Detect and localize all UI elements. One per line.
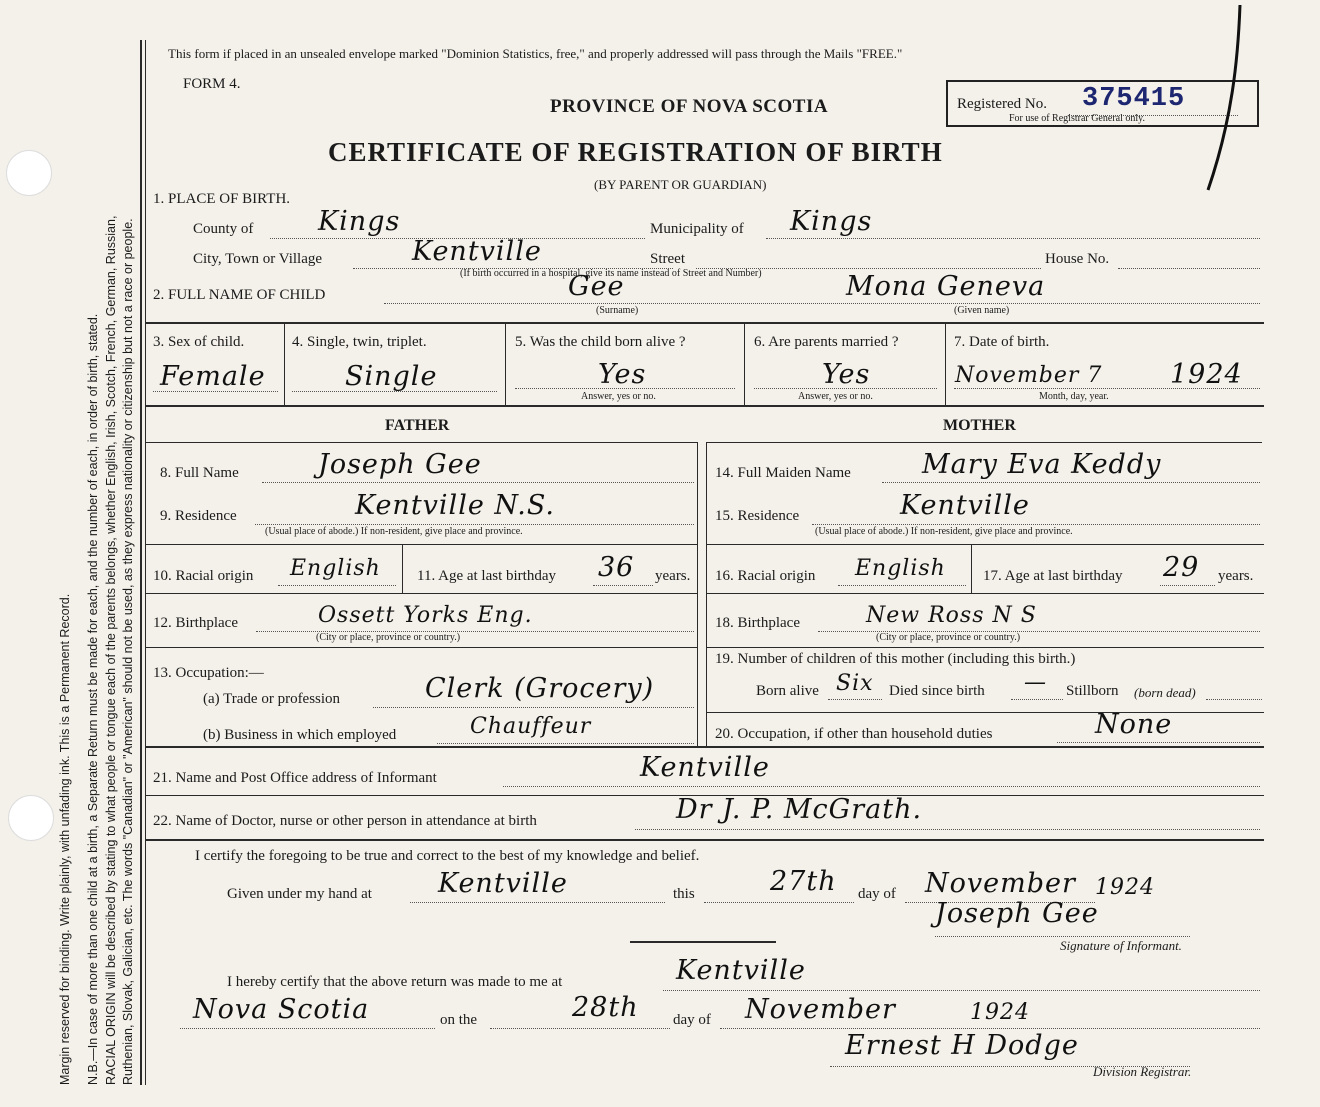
child-surname: Gee [568,271,625,302]
given-month: November [925,868,1076,899]
married-line [754,388,937,389]
father-age: 36 [598,552,635,583]
municipality-value: Kings [790,206,873,237]
margin-nb-line1: N.B.—In case of more than one child at a birth, a Separate Return must be made for each, and the number of each, in order of birth, stated. [86,313,100,1085]
margin-nb-line3: Ruthenian, Slovak, Galician, etc. The words "Canadian" or "American" should not be used, as they express nationality or citizenship but not a race or people. [121,218,135,1085]
street-label: Street [650,251,685,267]
died-line [1011,699,1063,700]
rule-mother-age-div [971,545,972,593]
margin-rule [140,40,142,1085]
mother-birthplace: New Ross N S [866,603,1037,628]
stillborn-note: (born dead) [1134,685,1196,700]
mother-age-label: 17. Age at last birthday [983,568,1123,584]
rule-doctor-bottom [146,839,1264,841]
mother-residence: Kentville [900,490,1030,521]
mother-birthplace-label: 18. Birthplace [715,615,800,631]
child-name-label: 2. FULL NAME OF CHILD [153,287,326,303]
father-residence-caption: (Usual place of abode.) If non-resident, give place and province. [265,526,523,537]
alive-caption: Answer, yes or no. [581,391,656,402]
short-rule [630,941,776,943]
division-registrar-caption: Division Registrar. [1093,1064,1192,1079]
business-line [437,743,694,744]
rule-father-head [146,442,698,443]
county-value: Kings [318,206,401,237]
business-value: Chauffeur [470,714,592,739]
mother-occupation-label: 20. Occupation, if other than household duties [715,726,993,742]
rule-mother-head [706,442,1262,443]
father-birthplace-label: 12. Birthplace [153,615,238,631]
form-number: FORM 4. [183,76,241,92]
rule-row3-div2 [505,322,506,406]
rule-mother-r4 [706,712,1264,713]
mother-age: 29 [1163,552,1200,583]
mother-name-line [882,482,1260,483]
registrar-signature: Ernest H Dodge [845,1030,1079,1061]
signature-line [935,936,1190,937]
alive-value: Yes [598,359,647,390]
registrar-place-line [663,990,1260,991]
given-place-line [410,902,665,903]
rule-mother-r3 [706,647,1264,648]
alive-label: 5. Was the child born alive ? [515,334,686,350]
mother-heading: MOTHER [943,417,1016,434]
given-day-line [704,902,854,903]
rule-row3-div3 [744,322,745,406]
doctor-value: Dr J. P. McGrath. [676,794,923,825]
binding-hole-top [6,150,52,196]
registered-number: 375415 [1082,84,1186,114]
county-label: County of [193,221,254,237]
municipality-line [766,238,1260,239]
mother-racial-label: 16. Racial origin [715,568,816,584]
place-of-birth-heading: 1. PLACE OF BIRTH. [153,191,291,207]
mail-notice: This form if placed in an unsealed envelope marked "Dominion Statistics, free," and properly addressed will pass through the Mails "FREE." [168,46,903,61]
mother-racial: English [855,556,946,581]
multiple-value: Single [345,361,438,392]
mother-occupation: None [1095,709,1173,740]
mother-name-label: 14. Full Maiden Name [715,465,851,481]
margin-nb-line2: RACIAL ORIGIN will be described by stating to what people or tongue each of the parents belongs, whether English, Irish, Scotch, French, German, Russian, [104,215,118,1085]
multiple-label: 4. Single, twin, triplet. [292,334,427,350]
registrar-year: 1924 [970,1000,1030,1025]
registered-label: Registered No. [957,96,1047,112]
surname-caption: (Surname) [596,305,639,316]
married-caption: Answer, yes or no. [798,391,873,402]
father-name-label: 8. Full Name [160,465,239,481]
date-of-birth-label: 7. Date of birth. [954,334,1050,350]
father-residence: Kentville N.S. [355,490,555,521]
date-line [954,388,1260,389]
date-of-birth-year: 1924 [1170,359,1243,390]
mother-age-line [1160,585,1215,586]
born-alive-label: Born alive [756,683,819,699]
date-caption: Month, day, year. [1039,391,1109,402]
mother-residence-caption: (Usual place of abode.) If non-resident, give place and province. [815,526,1073,537]
child-given-name: Mona Geneva [846,271,1046,302]
registrar-province-line [180,1028,435,1029]
mother-birthplace-caption: (City or place, province or country.) [876,632,1021,643]
informant-value: Kentville [640,752,770,783]
rule-row3-bottom [146,405,1264,407]
given-day: 27th [770,866,837,897]
father-age-line [593,585,653,586]
registrar-day: 28th [572,992,639,1023]
died-since-birth-label: Died since birth [889,683,985,699]
city-value: Kentville [412,236,542,267]
father-years: years. [655,568,691,584]
father-residence-line [255,524,694,525]
registrar-month-line [720,1028,1260,1029]
trade-value: Clerk (Grocery) [425,673,655,704]
married-label: 6. Are parents married ? [754,334,899,350]
given-day-of-label: day of [858,886,896,902]
doctor-label: 22. Name of Doctor, nurse or other person in attendance at birth [153,813,537,829]
rule-father-r1 [146,544,698,545]
rule-mother-r1 [706,544,1264,545]
house-number-label: House No. [1045,251,1110,267]
father-name: Joseph Gee [318,449,482,480]
margin-rule-inner [145,40,146,1085]
father-age-label: 11. Age at last birthday [417,568,556,584]
house-number-line [1118,268,1260,269]
rule-father-r3 [146,647,698,648]
margin-binding-note: Margin reserved for binding. Write plainly, with unfading ink. This is a Permanent Record. [58,593,72,1085]
business-label: (b) Business in which employed [203,727,397,743]
registrar-month: November [745,994,896,1025]
registrar-use-note: For use of Registrar General only. [1009,113,1145,124]
certify-statement: I certify the foregoing to be true and correct to the best of my knowledge and belief. [195,848,700,864]
mother-name: Mary Eva Keddy [922,449,1162,480]
married-value: Yes [822,359,871,390]
province-heading: PROVINCE OF NOVA SCOTIA [550,96,829,117]
city-label: City, Town or Village [193,251,323,267]
informant-line [503,786,1260,787]
stillborn-line [1206,699,1262,700]
given-under-hand-label: Given under my hand at [227,886,372,902]
father-birthplace-caption: (City or place, province or country.) [316,632,461,643]
father-birthplace: Ossett Yorks Eng. [318,603,533,628]
rule-father-age-div [402,545,403,593]
father-heading: FATHER [385,417,450,434]
father-racial-label: 10. Racial origin [153,568,254,584]
registrar-day-of-label: day of [673,1012,711,1028]
father-name-line [262,482,694,483]
mother-occupation-line [1057,742,1260,743]
born-alive-value: Six [836,671,874,696]
trade-label: (a) Trade or profession [203,691,341,707]
informant-signature: Joseph Gee [935,898,1099,929]
given-year: 1924 [1095,875,1155,900]
children-count-label: 19. Number of children of this mother (including this birth.) [715,651,1076,667]
father-residence-label: 9. Residence [160,508,237,524]
father-racial-line [278,585,396,586]
given-name-caption: (Given name) [954,305,1010,316]
binding-hole-bottom [8,795,54,841]
rule-center-left [697,442,698,746]
rule-center-right [706,442,707,746]
given-place: Kentville [438,868,568,899]
rule-father-r2 [146,593,698,594]
multiple-line [292,391,497,392]
registrar-day-line [490,1028,670,1029]
rule-row3-top [146,322,1264,324]
sex-value: Female [160,361,266,392]
died-since-birth-value: — [1024,670,1047,695]
rule-row3-div4 [945,322,946,406]
registrar-province: Nova Scotia [193,994,370,1025]
date-of-birth-month-day: November 7 [955,363,1103,388]
stillborn-label: Stillborn [1066,683,1119,699]
hospital-note: (If birth occurred in a hospital, give its name instead of Street and Number) [460,268,762,279]
registrar-statement: I hereby certify that the above return was made to me at [227,974,563,990]
mother-residence-line [812,524,1260,525]
alive-line [515,388,735,389]
occupation-label: 13. Occupation:— [153,665,264,681]
registrar-on-label: on the [440,1012,478,1028]
mother-residence-label: 15. Residence [715,508,800,524]
mother-racial-line [838,585,966,586]
given-this-label: this [673,886,695,902]
rule-row3-div1 [284,322,285,406]
father-racial: English [290,556,381,581]
sex-line [153,391,278,392]
sex-label: 3. Sex of child. [153,334,245,350]
born-alive-line [828,699,882,700]
child-name-line [384,303,1260,304]
certificate-subtitle: (BY PARENT OR GUARDIAN) [594,177,767,192]
signature-caption: Signature of Informant. [1060,938,1182,953]
pen-stroke [1190,0,1250,200]
rule-informant-top [146,746,1264,748]
doctor-line [635,829,1260,830]
registrar-place: Kentville [676,955,806,986]
certificate-title: CERTIFICATE OF REGISTRATION OF BIRTH [328,137,943,167]
informant-label: 21. Name and Post Office address of Informant [153,770,437,786]
mother-years: years. [1218,568,1254,584]
trade-line [373,707,694,708]
municipality-label: Municipality of [650,221,744,237]
rule-mother-r2 [706,593,1264,594]
